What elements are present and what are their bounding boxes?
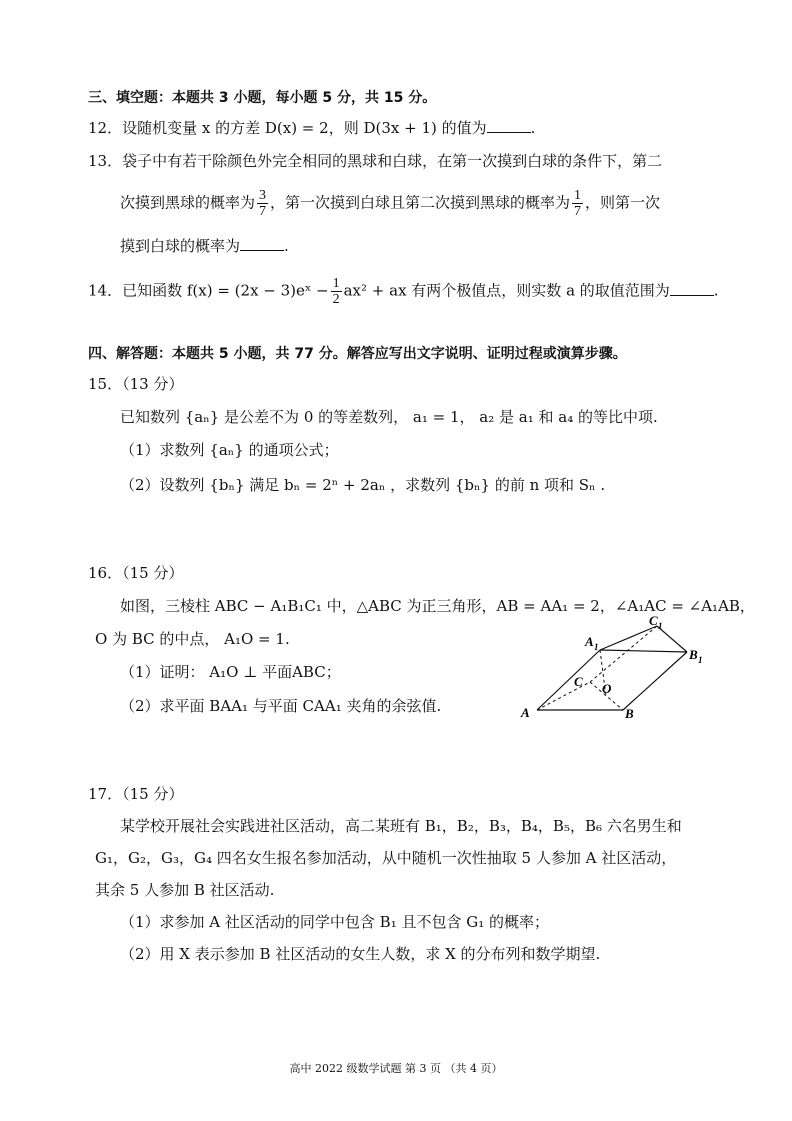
question-17-stem-2 [95,848,676,868]
question-17-stem-text-1: 某学校开展社会实践进社区活动，高二某班有 B₁，B₂，B₃，B₄，B₅，B₆ 六名男生和 [120,817,682,835]
question-17-part-1 [120,912,549,932]
question-17-part-1-text: （1）求参加 A 社区活动的同学中包含 B₁ 且不包含 G₁ 的概率； [120,913,550,931]
question-16-stem-text-2: O 为 BC 的中点， A₁O = 1. [95,630,290,648]
question-15-part-2-text: （2）设数列 {bₙ} 满足 bₙ = 2ⁿ + 2aₙ ，求数列 {bₙ} 的前 n 项和 Sₙ . [120,476,606,494]
question-14-end: . [713,281,719,300]
page-footer [0,1060,792,1076]
answer-blank [670,281,714,296]
fraction-1-2 [331,276,342,307]
question-15-part-1-text: （1）求数列 {aₙ} 的通项公式； [120,441,339,459]
question-15-stem [120,407,658,427]
question-12-end: . [530,119,536,137]
edge-BB1 [623,652,687,710]
fraction-3-7 [257,188,268,219]
question-16-stem-2 [95,629,290,649]
fraction-1-7 [572,188,583,219]
answer-blank [240,236,284,251]
question-15-head [88,374,183,394]
question-17-part-2 [120,944,600,964]
fraction-denominator: 7 [574,204,582,219]
question-13-end: . [284,237,289,255]
question-17-score: 17．（15 分） [88,785,184,803]
question-12-text: 12．设随机变量 x 的方差 D(x) = 2，则 D(3x + 1) 的值为 [88,119,487,137]
label-C1-sub: 1 [658,621,663,631]
question-15-part-2 [120,475,605,495]
prism-figure [515,610,715,725]
question-14-text-b: ax² + ax 有两个极值点，则实数 a 的取值范围为 [343,281,670,300]
question-15-stem-text: 已知数列 {aₙ} 是公差不为 0 的等差数列， a₁ = 1， a₂ 是 a₁ 和 a₄ 的等比中项. [120,408,658,426]
section-4-title: 四、解答题：本题共 5 小题，共 77 分。解答应写出文字说明、证明过程或演算步骤。 [88,346,627,362]
label-B1-sub: 1 [698,655,703,665]
edge-A1C1 [600,626,657,650]
answer-blank [487,118,531,133]
edge-CC1 [590,626,657,682]
question-16-stem-text-1: 如图，三棱柱 ABC − A₁B₁C₁ 中，△ABC 为正三角形，AB = AA₁ = 2，∠A₁AC = ∠A₁AB， [120,597,755,615]
question-14 [88,276,719,307]
fraction-numerator: 1 [574,188,582,203]
fraction-numerator: 1 [332,276,340,291]
question-15-part-1 [120,440,339,460]
question-13-line-1 [88,151,662,171]
question-16-head [88,563,183,583]
label-A1-sub: 1 [594,642,599,652]
question-16-part-2-text: （2）求平面 BAA₁ 与平面 CAA₁ 夹角的余弦值. [120,697,442,715]
label-B1: B [689,647,698,662]
question-17-stem-text-3: 其余 5 人参加 B 社区活动. [95,881,275,899]
label-C1: C [649,613,658,628]
label-A: A [521,705,530,720]
question-17-head [88,784,183,804]
question-12 [88,118,535,138]
question-16-part-1-text: （1）证明： A₁O ⊥ 平面ABC； [120,663,341,681]
question-16-part-1 [120,662,341,682]
section-3-title: 三、填空题：本题共 3 小题，每小题 5 分，共 15 分。 [88,90,437,106]
question-13-text-2c: ，则第一次 [585,193,661,212]
question-13-text-3: 摸到白球的概率为 [120,237,241,255]
question-15-score: 15．（13 分） [88,375,184,393]
label-B: B [625,706,634,721]
fraction-numerator: 3 [259,188,267,203]
question-16-score: 16．（15 分） [88,564,184,582]
fraction-denominator: 2 [332,292,340,307]
question-17-stem-3 [95,880,274,900]
page-number-text: 高中 2022 级数学试题 第 3 页 （共 4 页） [289,1062,503,1075]
section-4-heading [88,344,627,364]
question-17-stem-1 [120,816,682,836]
fraction-denominator: 7 [259,204,267,219]
question-13-text-2b: ，第一次摸到白球且第二次摸到黑球的概率为 [270,193,571,212]
question-13-line-2 [120,188,660,219]
question-13-line-3 [120,236,289,256]
label-A1: A [585,634,594,649]
section-3-heading [88,88,436,108]
question-13-text-1: 13．袋子中有若干除颜色外完全相同的黑球和白球，在第一次摸到白球的条件下，第二 [88,152,663,170]
question-16-part-2 [120,696,441,716]
edge-AA1 [537,650,600,710]
label-O: O [602,681,612,696]
edge-A1B1 [600,650,687,652]
question-17-part-2-text: （2）用 X 表示参加 B 社区活动的女生人数，求 X 的分布列和数学期望. [120,945,601,963]
question-14-text-a: 14．已知函数 f(x) = (2x − 3)eˣ − [88,281,329,300]
label-C: C [574,674,583,689]
question-17-stem-text-2: G₁，G₂，G₃，G₄ 四名女生报名参加活动，从中随机一次性抽取 5 人参加 A 社区活动， [95,849,677,867]
question-13-text-2a: 次摸到黑球的概率为 [120,193,256,212]
